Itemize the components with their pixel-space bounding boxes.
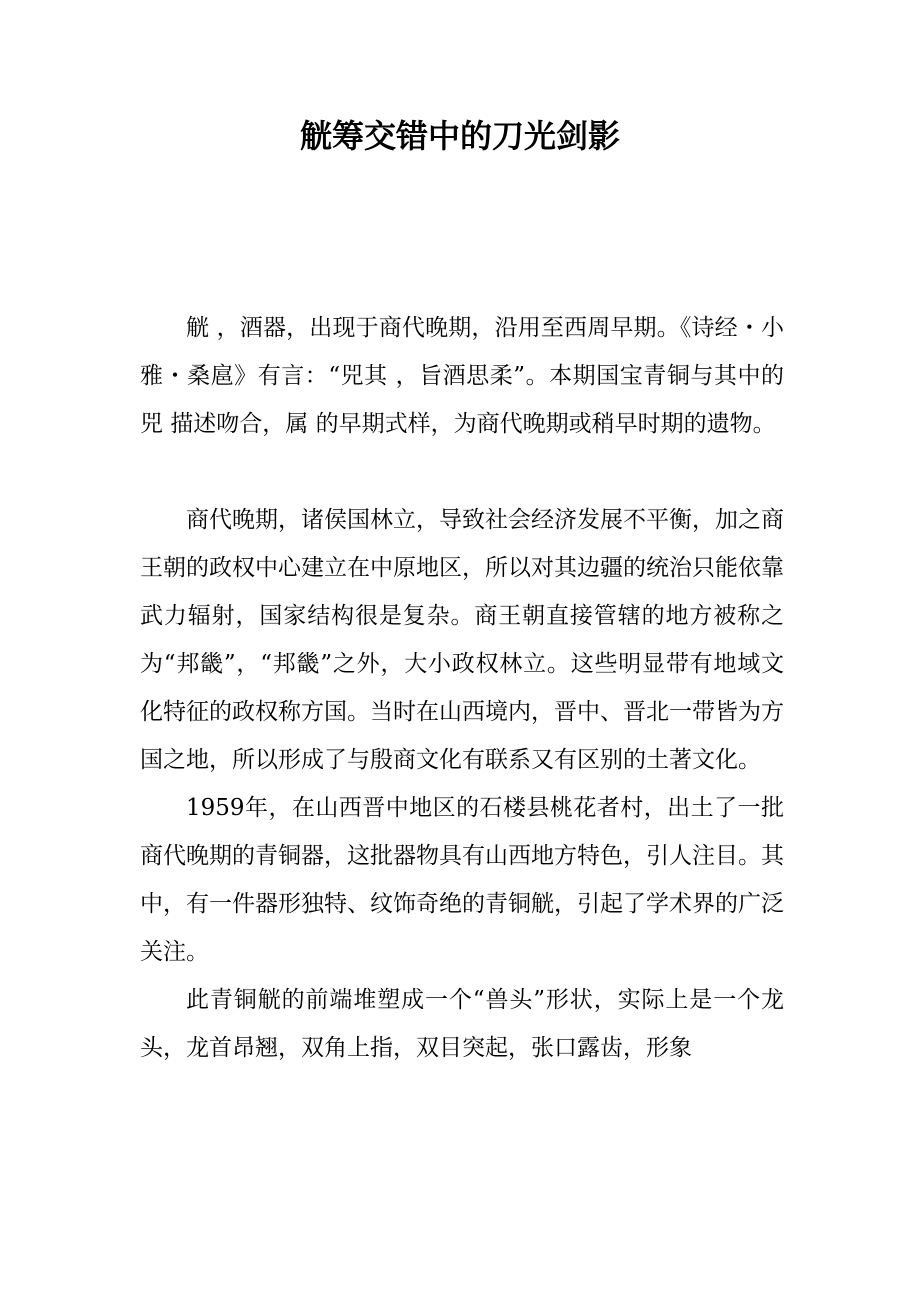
paragraph-gong-definition: 觥 ，酒器，出现于商代晚期，沿用至西周早期。《诗经・小雅・桑扈》有言：“兕其 ，旨酒思柔”。本期国宝青铜与其中的兕 描述吻合，属 的早期式样，为商代晚期或稍早时期的遗物。: [140, 315, 784, 437]
document-body: [140, 304, 784, 1072]
paragraph-shang-dynasty: 商代晚期，诸侯国林立，导致社会经济发展不平衡，加之商王朝的政权中心建立在中原地区，所以对其边疆的统治只能依靠武力辐射，国家结构很是复杂。商王朝直接管辖的地方被称之为“邦畿”，“邦畿”之外，大小政权林立。这些明显带有地域文化特征的政权称方国。当时在山西境内，晋中、晋北一带皆为方国之地，所以形成了与殷商文化有联系又有区别的土著文化。: [140, 507, 784, 773]
paragraph-1959-discovery: 1959年，在山西晋中地区的石楼县桃花者村，出土了一批商代晚期的青铜器，这批器物具有山西地方特色，引人注目。其中，有一件器形独特、纹饰奇绝的青铜觥，引起了学术界的广泛关注。: [140, 795, 784, 965]
paragraph-dragon-head: 此青铜觥的前端堆塑成一个“兽头”形状，实际上是一个龙头，龙首昂翘，双角上指，双目突起，张口露齿，形象: [140, 987, 784, 1061]
page-title: 觥筹交错中的刀光剑影: [299, 117, 620, 155]
paragraph-spacer: [140, 448, 784, 496]
